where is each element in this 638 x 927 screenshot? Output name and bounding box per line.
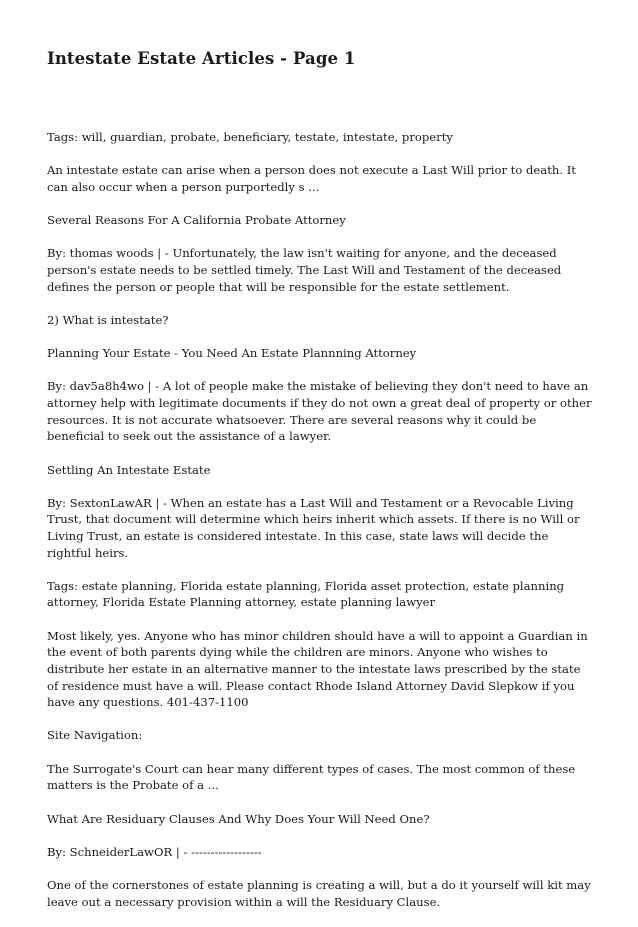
article-title: Several Reasons For A California Probate Attorney [47, 213, 346, 228]
tags-line: Tags: estate planning, Florida estate planning, Florida asset protection, estate planning attorney, Florida Estate Planning attorney, estate planning lawyer [47, 578, 565, 610]
article-title: Planning Your Estate - You Need An Estate Plannning Attorney [47, 346, 417, 361]
article-excerpt: An intestate estate can arise when a person does not execute a Last Will prior to death. It can also occur when a person purportedly s ... [47, 163, 576, 194]
site-navigation-label: Site Navigation: [47, 728, 143, 743]
article-title: What Are Residuary Clauses And Why Does Your Will Need One? [47, 811, 430, 826]
question-line: 2) What is intestate? [47, 312, 169, 327]
article-summary: By: dav5a8h4wo | - A lot of people make the mistake of believing they don't need to have an attorney help with legitimate documents if they do not own a great deal of property or other resources. It is not accurate whatsoever. There are several reasons why it could be beneficial to seek out the assistance of a lawyer. [47, 379, 592, 444]
article-byline: By: SchneiderLawOR | - ------------------ [47, 844, 262, 859]
article-content [47, 129, 595, 927]
page-title: Intestate Estate Articles - Page 1 [47, 49, 356, 68]
article-title: Settling An Intestate Estate [47, 462, 211, 477]
tags-line: Tags: will, guardian, probate, beneficiary, testate, intestate, property [47, 130, 453, 144]
article-summary: By: SextonLawAR | - When an estate has a Last Will and Testament or a Revocable Living Trust, that document will determine which heirs inherit which assets. If there is no Will or Living Trust, an estate is considered intestate. In this case, state laws will decide the rightful heirs. [47, 495, 580, 560]
article-paragraph: Most likely, yes. Anyone who has minor children should have a will to appoint a Guardian in the event of both parents dying while the children are minors. Anyone who wishes to distribute her estate in an alternative manner to the intestate laws prescribed by the state of residence must have a will. Please contact Rhode Island Attorney David Slepkow if you have any questions. 401-437-1100 [47, 628, 588, 710]
article-summary: By: thomas woods | - Unfortunately, the law isn't waiting for anyone, and the deceased person's estate needs to be settled timely. The Last Will and Testament of the deceased defines the person or people that will be responsible for the estate settlement. [47, 246, 562, 294]
article-paragraph: One of the cornerstones of estate planning is creating a will, but a do it yourself will kit may leave out a necessary provision within a will the Residuary Clause. [47, 878, 591, 909]
article-excerpt: The Surrogate's Court can hear many different types of cases. The most common of these matters is the Probate of a ... [47, 761, 576, 793]
